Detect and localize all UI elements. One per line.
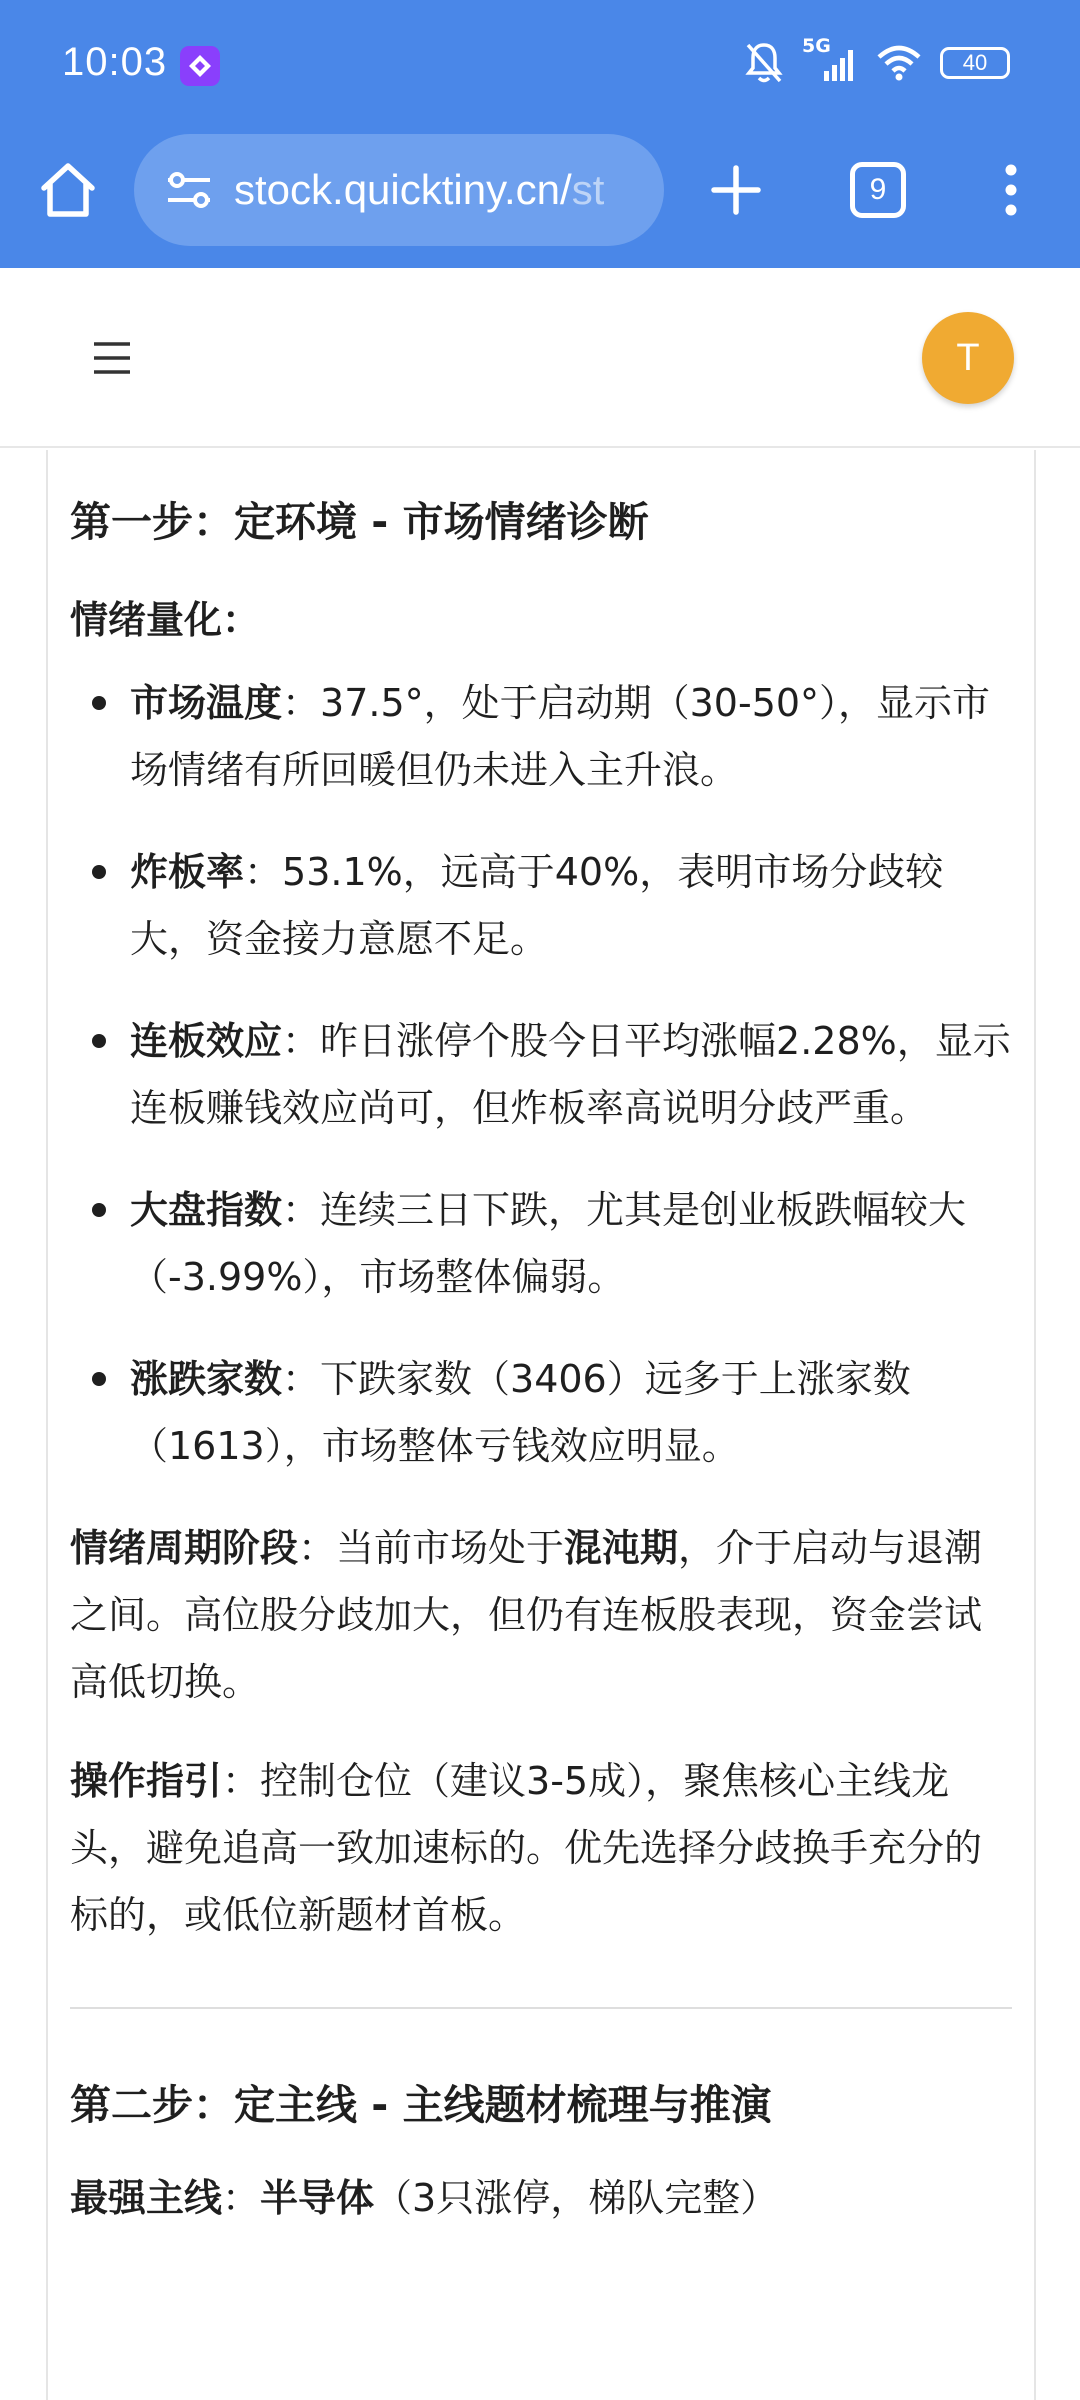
signal-icon — [802, 35, 858, 85]
list-item — [70, 1177, 1012, 1311]
list-item-term: 连板效应 — [130, 1019, 283, 1063]
url-visible: stock.quicktiny.cn/ — [234, 166, 572, 213]
guide-term: 操作指引 — [70, 1759, 223, 1803]
home-icon — [36, 158, 100, 222]
cycle-paragraph — [70, 1515, 1012, 1716]
tab-count: 9 — [869, 173, 887, 206]
step1-heading: 第一步：定环境 - 市场情绪诊断 — [70, 498, 649, 546]
url-text[interactable] — [234, 166, 604, 214]
list-item-term: 大盘指数 — [130, 1188, 283, 1232]
step2-heading: 第二步：定主线 - 主线题材梳理与推演 — [70, 2081, 772, 2129]
more-menu-button[interactable] — [996, 160, 1026, 220]
url-faded: st — [571, 166, 605, 213]
avatar-letter: T — [956, 336, 980, 379]
battery-level: 40 — [962, 50, 988, 75]
tabs-button[interactable] — [850, 162, 906, 218]
browser-toolbar — [0, 130, 1080, 268]
mute-bell-icon — [744, 41, 784, 85]
list-item-text: ：昨日涨停个股今日平均涨幅2.28%，显示连板赚钱效应尚可，但炸板率高说明分歧严重。 — [130, 1019, 1011, 1130]
guide-paragraph — [70, 1748, 1012, 1949]
user-avatar[interactable] — [922, 312, 1014, 404]
app-header — [0, 268, 1080, 448]
cycle-text-a: ：当前市场处于 — [298, 1526, 565, 1570]
hamburger-icon — [86, 336, 138, 380]
list-item-term: 炸板率 — [130, 850, 245, 894]
list-item — [70, 839, 1012, 973]
browser-chrome — [0, 0, 1080, 268]
sentiment-list — [70, 670, 1012, 1480]
list-item-text: ：连续三日下跌，尤其是创业板跌幅较大（-3.99%），市场整体偏弱。 — [130, 1188, 967, 1299]
main-line-term: 最强主线 — [70, 2176, 223, 2220]
list-item-term: 涨跌家数 — [130, 1357, 283, 1401]
main-line-sep: ： — [222, 2176, 261, 2220]
new-tab-button[interactable] — [706, 160, 766, 220]
list-item — [70, 1346, 1012, 1480]
list-item-text: ：37.5°，处于启动期（30-50°），显示市场情绪有所回暖但仍未进入主升浪。 — [130, 681, 991, 792]
address-bar[interactable] — [134, 134, 664, 246]
guide-text: ：控制仓位（建议3-5成），聚焦核心主线龙头，避免追高一致加速标的。优先选择分歧换手充分的标的，或低位新题材首板。 — [70, 1759, 983, 1937]
new-tab-icon — [706, 160, 766, 220]
main-line-paragraph — [70, 2165, 1012, 2232]
more-icon — [996, 160, 1026, 220]
main-line-emphasis: 半导体 — [260, 2176, 375, 2220]
section-divider — [70, 2007, 1012, 2009]
article-content — [46, 450, 1036, 2400]
wifi-icon — [876, 43, 922, 83]
status-bar — [0, 0, 1080, 130]
status-icons — [744, 35, 1010, 88]
list-item-text: ：下跌家数（3406）远多于上涨家数（1613），市场整体亏钱效应明显。 — [130, 1357, 911, 1468]
app-notification-icon — [180, 46, 220, 86]
list-item-term: 市场温度 — [130, 681, 283, 725]
main-line-text: （3只涨停，梯队完整） — [374, 2176, 779, 2220]
list-item-text: ：53.1%，远高于40%，表明市场分歧较大，资金接力意愿不足。 — [130, 850, 944, 961]
list-item — [70, 1008, 1012, 1142]
cycle-emphasis: 混沌期 — [564, 1526, 679, 1570]
status-time: 10:03 — [62, 40, 168, 84]
quant-label: 情绪量化： — [70, 598, 261, 642]
home-button[interactable] — [36, 158, 100, 222]
battery-icon — [940, 47, 1010, 79]
list-item — [70, 670, 1012, 804]
site-settings-icon[interactable] — [164, 165, 214, 215]
cycle-text-b: ，介于启动与退潮之间。高位股分歧加大，但仍有连板股表现，资金尝试高低切换。 — [70, 1526, 983, 1704]
network-type: 5G — [802, 35, 831, 57]
menu-button[interactable] — [86, 336, 138, 380]
cycle-term: 情绪周期阶段 — [70, 1526, 299, 1570]
